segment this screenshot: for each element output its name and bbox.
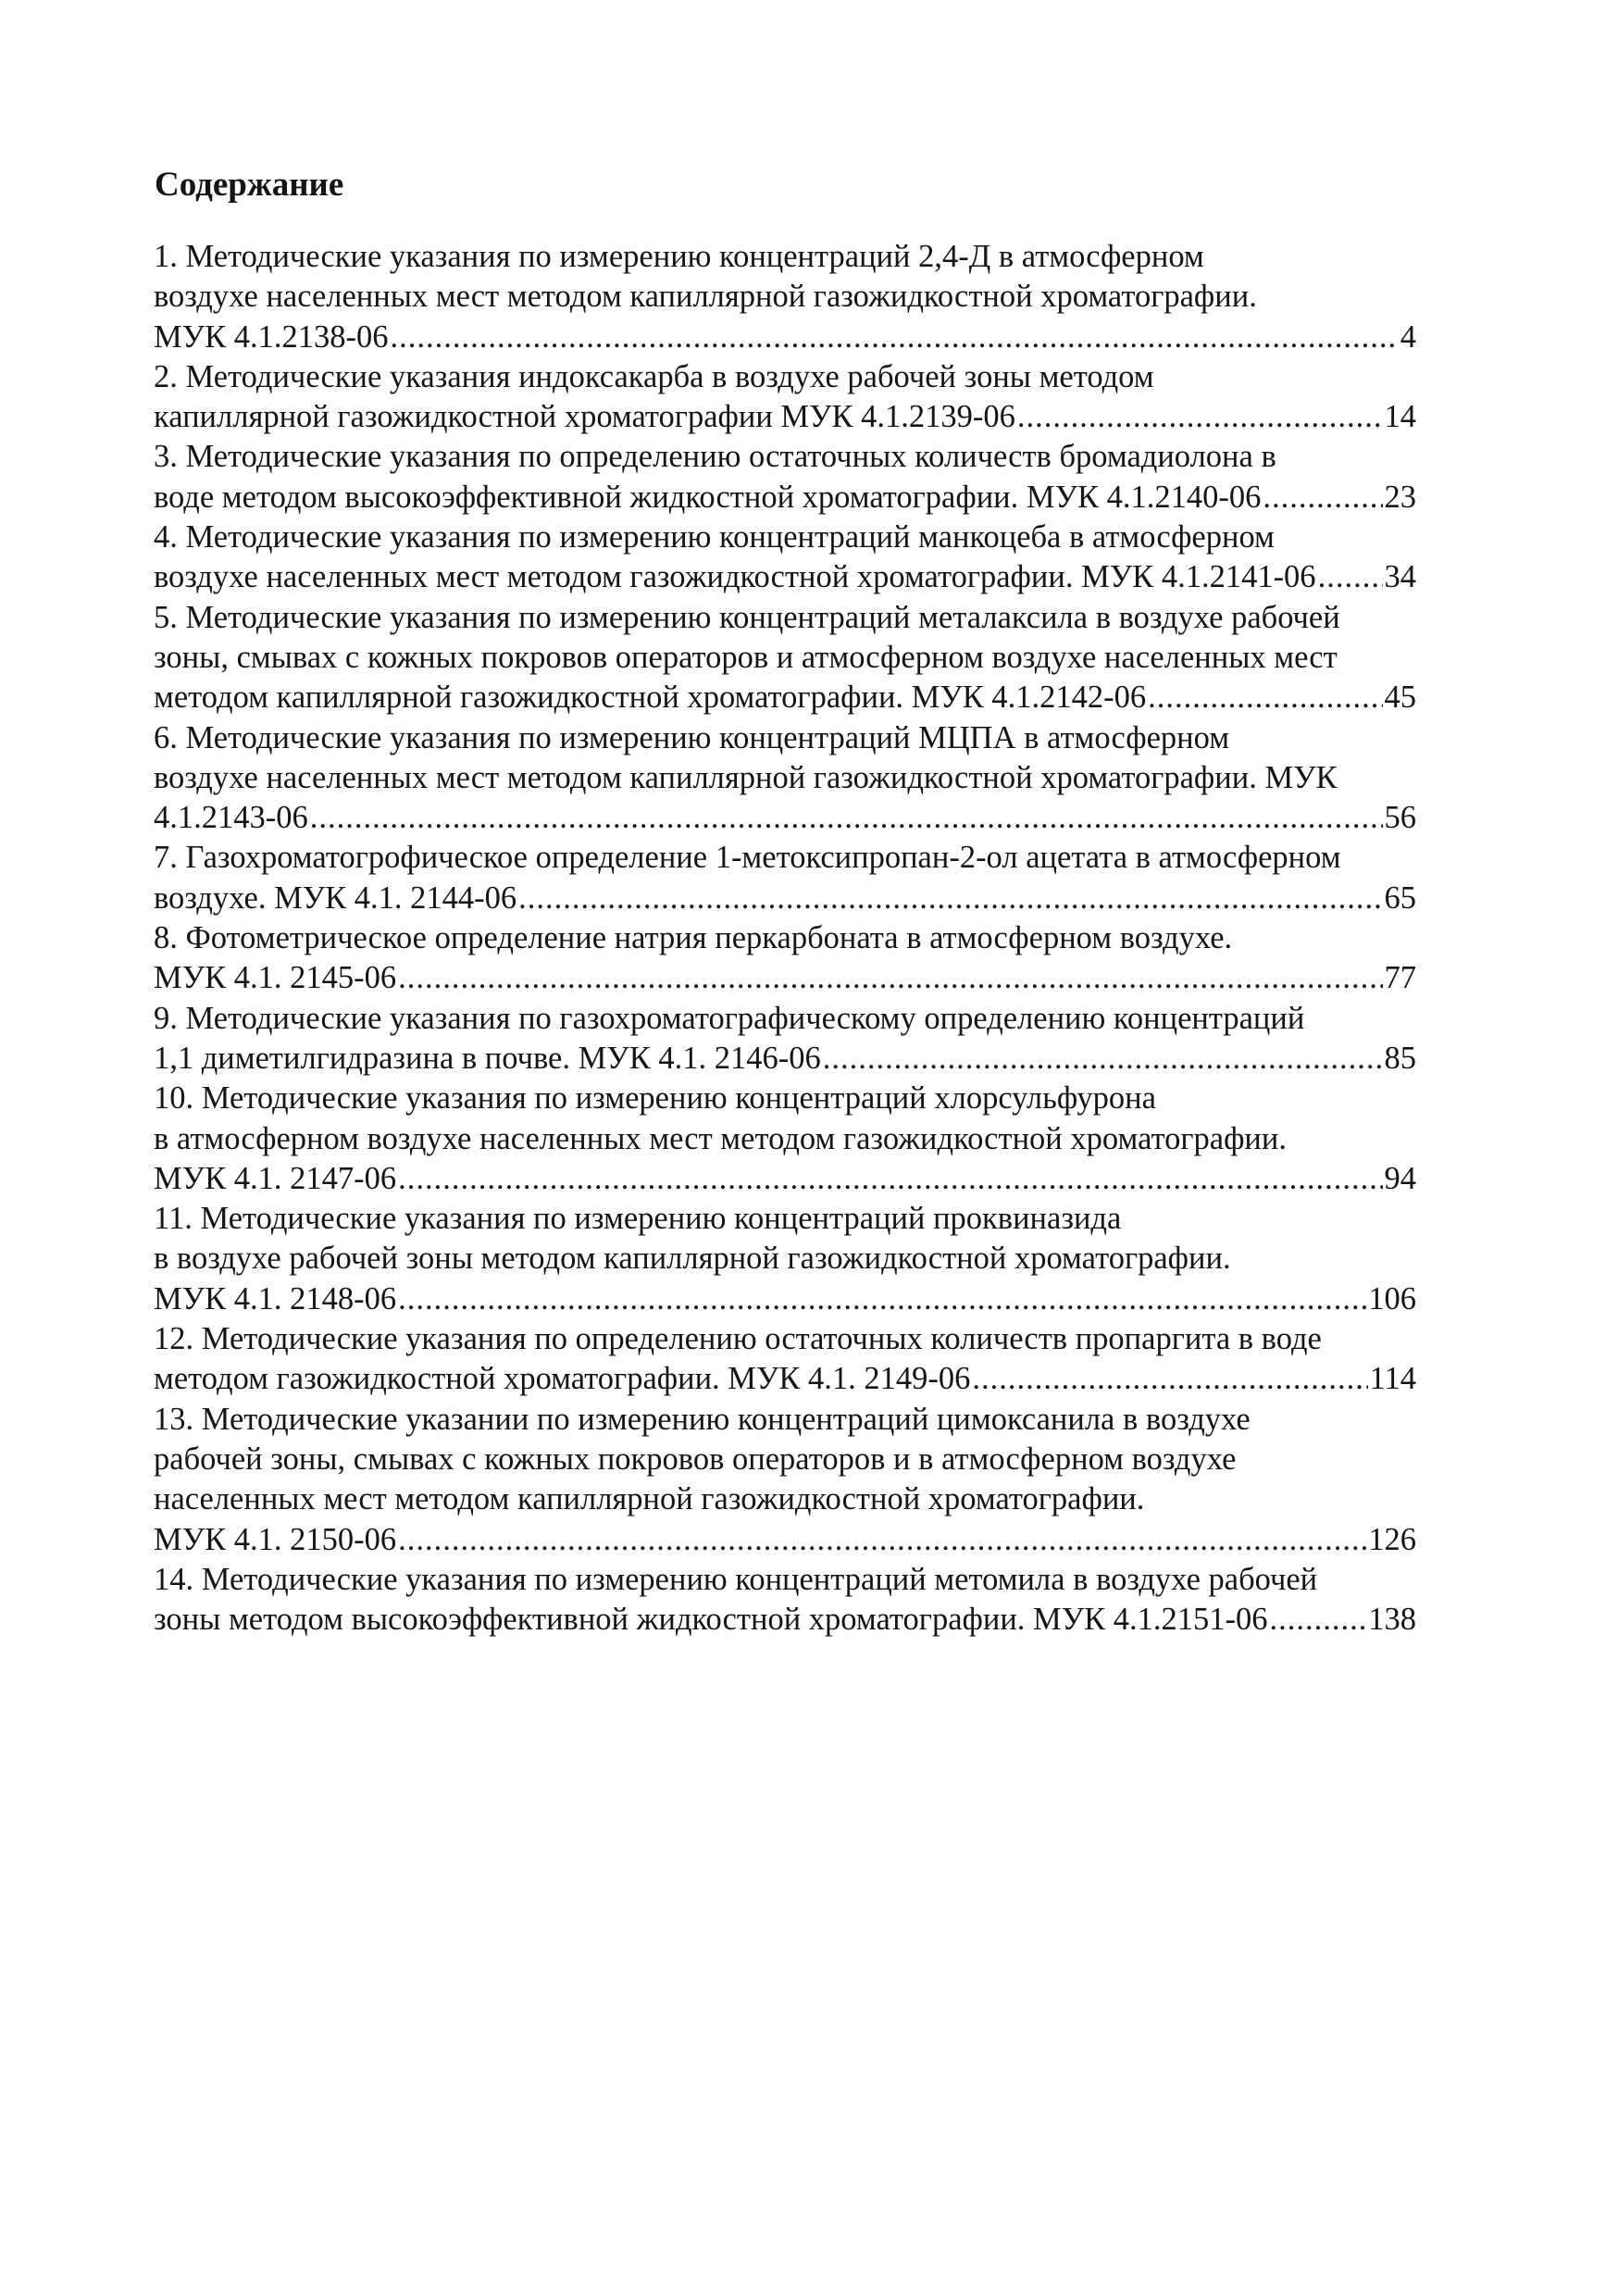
toc-entry	[154, 1079, 1416, 1199]
toc-entry-line: воздухе населенных мест методом капиллярной газожидкостной хроматографии. МУК	[154, 759, 1338, 795]
toc-page-number: 45	[1384, 680, 1416, 716]
toc-entry-code: воде методом высокоэффективной жидкостной хроматографии. МУК 4.1.2140-06	[154, 479, 1262, 515]
toc-page-number: 56	[1384, 800, 1416, 836]
toc-entry-line: в атмосферном воздухе населенных мест методом газожидкостной хроматографии.	[154, 1120, 1287, 1156]
dot-leader	[518, 879, 1382, 918]
toc-entry-line: 3. Методические указания по определению остаточных количеств бромадиолона в	[154, 439, 1276, 475]
toc-page-number: 14	[1384, 399, 1416, 435]
dot-leader	[398, 958, 1382, 998]
dot-leader	[1017, 397, 1383, 437]
dot-leader	[1270, 1600, 1367, 1640]
dot-leader	[398, 1159, 1382, 1199]
dot-leader	[398, 1279, 1366, 1319]
toc-entry	[154, 838, 1416, 918]
toc-page-number: 138	[1368, 1602, 1416, 1638]
toc-entry-line: рабочей зоны, смывах с кожных покровов операторов и в атмосферном воздухе	[154, 1441, 1237, 1477]
toc-entry-line: 6. Методические указания по измерению концентраций МЦПА в атмосферном	[154, 719, 1230, 755]
toc-page-number: 114	[1369, 1361, 1416, 1397]
toc-entry-code: 1,1 диметилгидразина в почве. МУК 4.1. 2146-06	[154, 1040, 821, 1076]
table-of-contents	[154, 237, 1416, 1640]
toc-entry-line: 5. Методические указания по измерению концентраций металаксила в воздухе рабочей	[154, 599, 1340, 635]
toc-entry-last-line	[154, 798, 1416, 838]
toc-entry-line: 10. Методические указания по измерению концентраций хлорсульфурона	[154, 1080, 1156, 1117]
toc-entry-code: капиллярной газожидкостной хроматографии МУК 4.1.2139-06	[154, 399, 1015, 435]
toc-entry-code: МУК 4.1. 2147-06	[154, 1160, 397, 1196]
toc-entry	[154, 518, 1416, 598]
toc-entry-last-line	[154, 557, 1416, 597]
toc-entry-last-line	[154, 318, 1416, 357]
toc-entry-last-line	[154, 1600, 1416, 1640]
toc-entry-code: воздухе. МУК 4.1. 2144-06	[154, 880, 517, 916]
toc-page-number: 4	[1400, 318, 1416, 355]
toc-page-number: 65	[1384, 880, 1416, 916]
dot-leader	[823, 1039, 1383, 1079]
toc-entry-line: 12. Методические указания по определению остаточных количеств пропаргита в воде	[154, 1321, 1322, 1357]
dot-leader	[972, 1359, 1367, 1399]
toc-entry-code: МУК 4.1. 2150-06	[154, 1521, 397, 1557]
toc-entry	[154, 1400, 1416, 1560]
toc-page-number: 106	[1368, 1280, 1416, 1316]
toc-entry-line: 11. Методические указания по измерению концентраций проквиназида	[154, 1201, 1122, 1237]
toc-page-number: 23	[1384, 479, 1416, 515]
toc-entry-last-line	[154, 397, 1416, 437]
toc-entry-code: МУК 4.1. 2145-06	[154, 960, 397, 996]
toc-entry	[154, 1560, 1416, 1641]
toc-entry-line: в воздухе рабочей зоны методом капиллярной газожидкостной хроматографии.	[154, 1241, 1231, 1277]
toc-entry-code: методом капиллярной газожидкостной хроматографии. МУК 4.1.2142-06	[154, 680, 1147, 716]
toc-entry	[154, 598, 1416, 718]
toc-entry-last-line	[154, 1039, 1416, 1079]
toc-entry	[154, 918, 1416, 999]
page-title: Содержание	[155, 166, 344, 204]
toc-entry-line: 7. Газохроматогрофическое определение 1-метоксипропан-2-ол ацетата в атмосферном	[154, 840, 1341, 876]
toc-page-number: 34	[1384, 559, 1416, 595]
toc-entry	[154, 357, 1416, 438]
dot-leader	[1318, 557, 1383, 597]
toc-page-number: 126	[1368, 1521, 1416, 1557]
toc-entry-code: МУК 4.1. 2148-06	[154, 1280, 397, 1316]
dot-leader	[310, 798, 1383, 838]
toc-entry-last-line	[154, 1520, 1416, 1560]
dot-leader	[390, 318, 1398, 357]
toc-entry	[154, 999, 1416, 1079]
toc-entry-line: 9. Методические указания по газохроматографическому определению концентраций	[154, 1000, 1305, 1036]
toc-entry	[154, 718, 1416, 839]
toc-entry-code: методом газожидкостной хроматографии. МУК 4.1. 2149-06	[154, 1361, 971, 1397]
toc-entry-line: населенных мест методом капиллярной газожидкостной хроматографии.	[154, 1481, 1145, 1517]
toc-entry-last-line	[154, 879, 1416, 918]
toc-entry	[154, 437, 1416, 518]
dot-leader	[1263, 478, 1382, 518]
toc-entry-code: 4.1.2143-06	[154, 800, 308, 836]
toc-entry-last-line	[154, 1279, 1416, 1319]
toc-entry-line: 13. Методические указании по измерению концентраций цимоксанила в воздухе	[154, 1401, 1251, 1437]
toc-entry-line: 8. Фотометрическое определение натрия перкарбоната в атмосферном воздухе.	[154, 920, 1233, 956]
toc-entry-code: МУК 4.1.2138-06	[154, 318, 389, 355]
toc-entry-line: 14. Методические указания по измерению концентраций метомила в воздухе рабочей	[154, 1561, 1318, 1597]
toc-entry-line: 2. Методические указания индоксакарба в воздухе рабочей зоны методом	[154, 358, 1154, 394]
toc-entry-line: зоны, смывах с кожных покровов операторов и атмосферном воздухе населенных мест	[154, 639, 1338, 675]
toc-page-number: 77	[1384, 960, 1416, 996]
dot-leader	[398, 1520, 1366, 1560]
toc-page-number: 94	[1384, 1160, 1416, 1196]
toc-entry-last-line	[154, 678, 1416, 718]
toc-entry-line: 4. Методические указания по измерению концентраций манкоцеба в атмосферном	[154, 519, 1275, 555]
toc-entry	[154, 237, 1416, 357]
toc-entry	[154, 1199, 1416, 1319]
toc-entry-code: воздухе населенных мест методом газожидкостной хроматографии. МУК 4.1.2141-06	[154, 559, 1316, 595]
toc-entry-last-line	[154, 958, 1416, 998]
toc-entry	[154, 1319, 1416, 1400]
toc-entry-line: 1. Методические указания по измерению концентраций 2,4-Д в атмосферном	[154, 239, 1204, 274]
toc-entry-line: воздухе населенных мест методом капиллярной газожидкостной хроматографии.	[154, 279, 1257, 315]
toc-entry-last-line	[154, 478, 1416, 518]
toc-entry-last-line	[154, 1359, 1416, 1399]
toc-entry-last-line	[154, 1159, 1416, 1199]
dot-leader	[1148, 678, 1382, 718]
toc-entry-code: зоны методом высокоэффективной жидкостной хроматографии. МУК 4.1.2151-06	[154, 1602, 1268, 1638]
toc-page-number: 85	[1384, 1040, 1416, 1076]
